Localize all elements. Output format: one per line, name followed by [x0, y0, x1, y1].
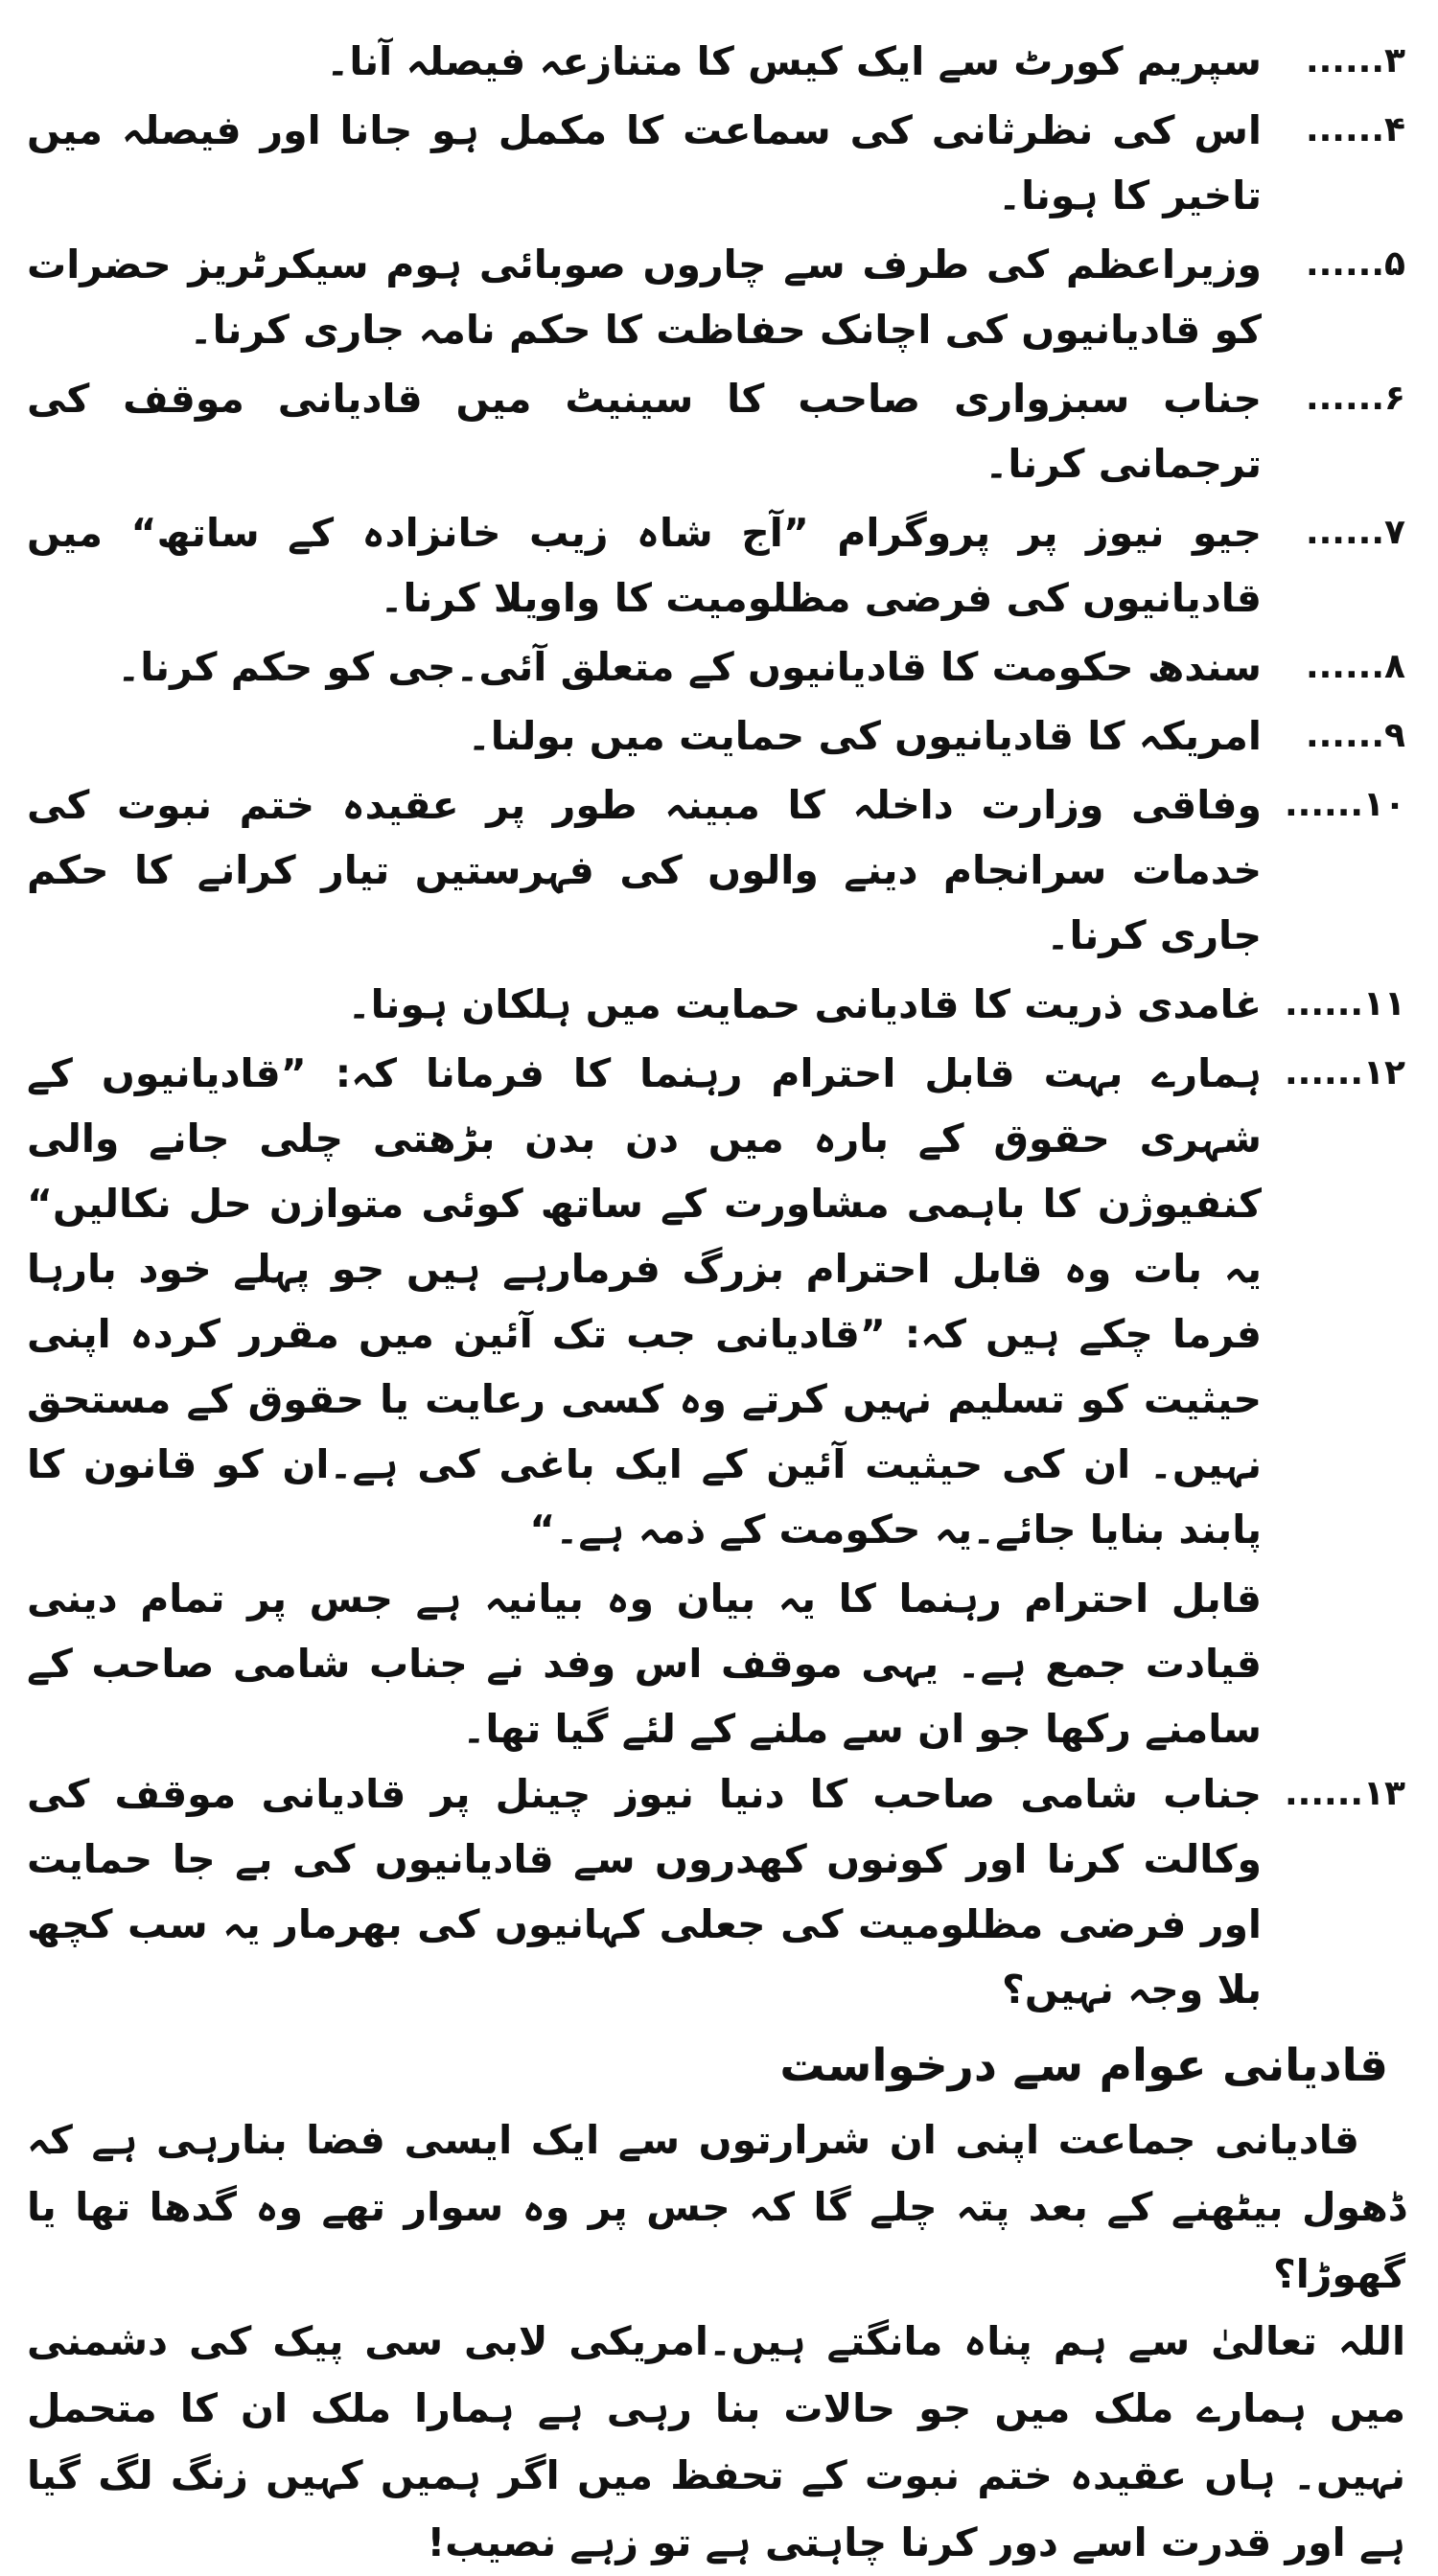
list-item [27, 500, 1405, 631]
list-item [27, 972, 1405, 1037]
closing-paragraphs [27, 2106, 1405, 2576]
item-number: ۵...... [1305, 244, 1405, 284]
item-text: ہمارے بہت قابل احترام رہنما کا فرمانا کہ: ”قادیانیوں کے شہری حقوق کے بارہ میں دن بدن بڑھتی چلی جانے والی کنفیوژن کا باہمی مشاورت کے ساتھ کوئی متوازن حل نکالیں“ یہ بات وہ قابل احترام بزرگ فرمارہے ہیں جو پہلے خود بارہا فرما چکے ہیں کہ: ”قادیانی جب تک آئین میں مقرر کردہ اپنی حیثیت کو تسلیم نہیں کرتے وہ کسی رعایت یا حقوق کے مستحق نہیں۔ ان کی حیثیت آئین کے ایک باغی کی ہے۔ان کو قانون کا پابند بنایا جائے۔یہ حکومت کے ذمہ ہے۔“ [27, 1050, 1262, 1552]
item-number: ۴...... [1305, 110, 1405, 150]
list-item [27, 366, 1405, 496]
list-item [27, 232, 1405, 362]
list-item [27, 1041, 1405, 1562]
item-text: وزیراعظم کی طرف سے چاروں صوبائی ہوم سیکرٹریز حضرات کو قادیانیوں کی اچانک حفاظت کا حکم نامہ جاری کرنا۔ [27, 242, 1262, 353]
paragraph: قادیانی جماعت اپنی ان شرارتوں سے ایک ایسی فضا بنارہی ہے کہ ڈھول بیٹھنے کے بعد پتہ چلے گا کہ جس پر وہ سوار تھے وہ گدھا تھا یا گھوڑا؟ [27, 2117, 1405, 2297]
item-number: ۱۳...... [1284, 1774, 1405, 1813]
item-text: امریکہ کا قادیانیوں کی حمایت میں بولنا۔ [467, 713, 1262, 759]
list-item [27, 772, 1405, 968]
list-item [27, 703, 1405, 769]
item-text: وفاقی وزارت داخلہ کا مبینہ طور پر عقیدہ ختم نبوت کی خدمات سرانجام دینے والوں کی فہرستیں تیار کرانے کا حکم جاری کرنا۔ [27, 782, 1262, 958]
item-number: ۹...... [1305, 716, 1405, 755]
item-text: جیو نیوز پر پروگرام ”آج شاہ زیب خانزادہ کے ساتھ“ میں قادیانیوں کی فرضی مظلومیت کا واویلا کرنا۔ [27, 510, 1262, 621]
list-item [27, 98, 1405, 228]
list-item [27, 634, 1405, 700]
item-text: سپریم کورٹ سے ایک کیس کا متنازعہ فیصلہ آنا۔ [326, 38, 1262, 84]
item-number: ۳...... [1305, 41, 1405, 80]
paragraph: اللہ تعالیٰ سے ہم پناہ مانگتے ہیں۔امریکی لابی سی پیک کی دشمنی میں ہمارے ملک میں جو حالات بنا رہی ہے ہمارا ملک ان کا متحمل نہیں۔ ہاں عقیدہ ختم نبوت کے تحفظ میں اگر ہمیں کہیں زنگ لگ گیا ہے اور قدرت اسے دور کرنا چاہتی ہے تو زہے نصیب! [27, 2318, 1405, 2565]
item-number: ۱۱...... [1284, 984, 1405, 1024]
item-text: جناب شامی صاحب کا دنیا نیوز چینل پر قادیانی موقف کی وکالت کرنا اور کونوں کھدروں سے قادیانیوں کی بے جا حمایت اور فرضی مظلومیت کی جعلی کہانیوں کی بھرمار یہ سب کچھ بلا وجہ نہیں؟ [27, 1771, 1262, 2012]
item-text: جناب سبزواری صاحب کا سینیٹ میں قادیانی موقف کی ترجمانی کرنا۔ [27, 376, 1262, 487]
item-number: ۱۲...... [1284, 1053, 1405, 1092]
item-number: ۷...... [1305, 513, 1405, 552]
list-item [27, 1761, 1405, 2022]
item-text: اس کی نظرثانی کی سماعت کا مکمل ہو جانا اور فیصلہ میں تاخیر کا ہونا۔ [27, 107, 1262, 218]
item-continuation: قابل احترام رہنما کا یہ بیان وہ بیانیہ ہے جس پر تمام دینی قیادت جمع ہے۔ یہی موقف اس وفد نے جناب شامی صاحب کے سامنے رکھا جو ان سے ملنے کے لئے گیا تھا۔ [27, 1576, 1262, 1752]
section-heading: قادیانی عوام سے درخواست [779, 2039, 1388, 2092]
item-number: ۶...... [1305, 379, 1405, 418]
item-text: غامدی ذریت کا قادیانی حمایت میں ہلکان ہونا۔ [347, 981, 1262, 1027]
item-text: سندھ حکومت کا قادیانیوں کے متعلق آئی۔جی کو حکم کرنا۔ [117, 644, 1262, 690]
list-item [27, 29, 1405, 94]
item-number: ۸...... [1305, 647, 1405, 686]
numbered-list [27, 29, 1405, 2022]
item-number: ۱۰...... [1284, 785, 1405, 824]
